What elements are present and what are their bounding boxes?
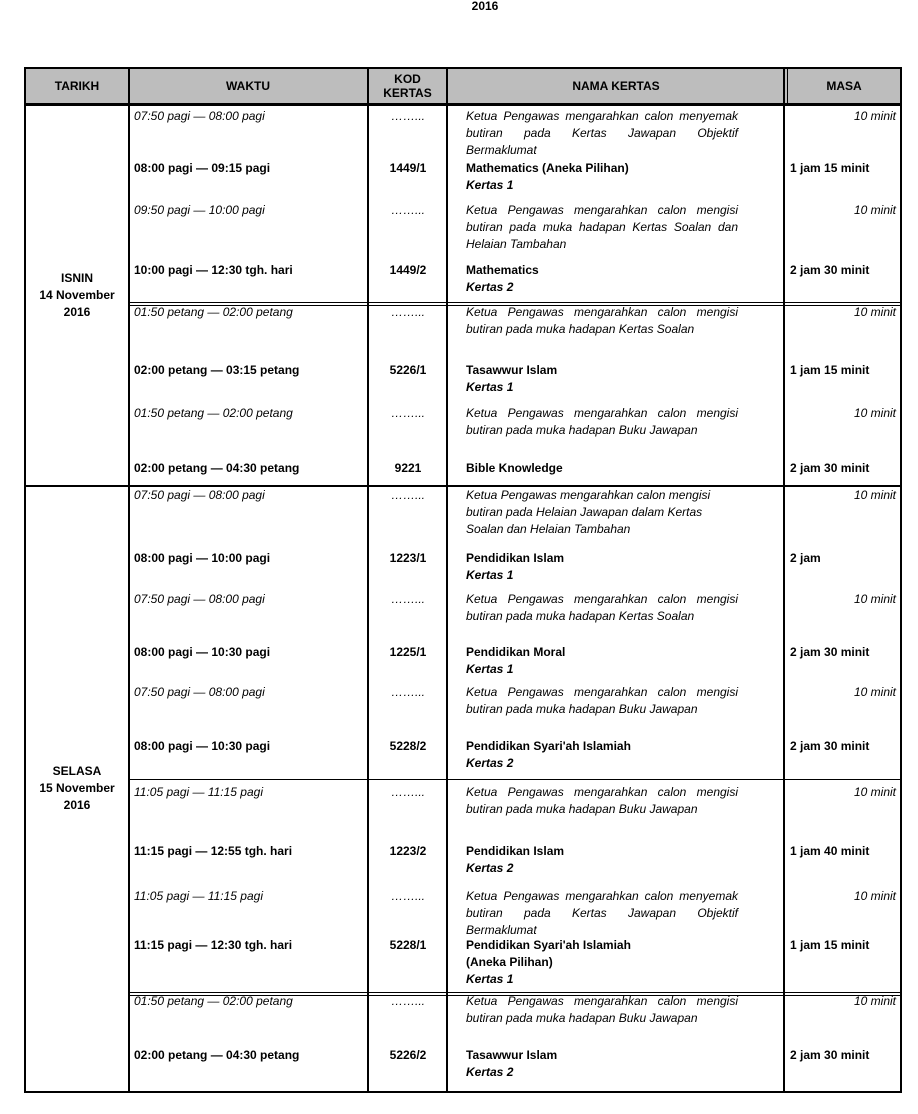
kod-cell: 9221 — [394, 461, 422, 475]
kod-cell: 1223/2 — [389, 844, 427, 858]
nama-cell — [466, 644, 738, 678]
paper-name: Pendidikan Islam — [466, 551, 565, 565]
kod-cell: ……... — [390, 488, 425, 502]
paper-name: Tasawwur Islam — [466, 363, 558, 377]
kod-cell: ……... — [390, 109, 425, 123]
waktu-cell: 08:00 pagi — 10:30 pagi — [134, 739, 271, 753]
exam-timetable — [24, 67, 902, 1093]
paper-number: Kertas 1 — [466, 662, 514, 676]
paper-number: Kertas 2 — [466, 1065, 514, 1079]
paper-name: Pendidikan Islam — [466, 844, 565, 858]
waktu-cell: 01:50 petang — 02:00 petang — [134, 305, 293, 319]
waktu-cell: 11:05 pagi — 11:15 pagi — [134, 785, 263, 799]
kod-cell: ……... — [390, 994, 425, 1008]
masa-cell: 1 jam 15 minit — [790, 938, 870, 952]
nama-cell — [466, 460, 738, 477]
masa-cell: 10 minit — [853, 203, 896, 217]
nama-cell: Ketua Pengawas mengarahkan calon mengisi butiran pada Helaian Jawapan dalam Kertas Soalan dan Helaian Tambahan — [466, 488, 711, 536]
nama-cell — [466, 262, 738, 296]
kod-cell: ……... — [390, 305, 425, 319]
nama-cell: Ketua Pengawas mengarahkan calon mengisi butiran pada muka hadapan Buku Jawapan — [466, 994, 738, 1025]
col-divider-tarikh — [128, 69, 130, 1091]
header-nama-kertas: NAMA KERTAS — [572, 79, 660, 93]
masa-cell: 10 minit — [853, 685, 896, 699]
nama-cell — [466, 843, 738, 877]
nama-cell — [466, 550, 738, 584]
nama-cell — [466, 160, 738, 194]
masa-cell: 2 jam 30 minit — [790, 461, 870, 475]
kod-cell: ……... — [390, 406, 425, 420]
day-year: 2016 — [63, 798, 91, 812]
header-kod-line1: KOD — [394, 72, 421, 86]
waktu-cell: 08:00 pagi — 10:00 pagi — [134, 551, 271, 565]
kod-cell: 5228/2 — [389, 739, 427, 753]
paper-variant: (Aneka Pilihan) — [466, 955, 553, 969]
waktu-cell: 01:50 petang — 02:00 petang — [134, 994, 293, 1008]
masa-cell: 10 minit — [853, 785, 896, 799]
header-masa: MASA — [826, 79, 862, 93]
session-divider-2 — [130, 779, 900, 780]
paper-name: Mathematics (Aneka Pilihan) — [466, 161, 629, 175]
session-divider-1a — [130, 302, 900, 303]
masa-cell: 10 minit — [853, 889, 896, 903]
nama-cell — [466, 362, 738, 396]
masa-cell: 10 minit — [853, 406, 896, 420]
masa-cell: 10 minit — [853, 305, 896, 319]
paper-number: Kertas 1 — [466, 568, 514, 582]
col-divider-waktu — [367, 69, 369, 1091]
day-date: 15 November — [39, 781, 115, 795]
header-kod-line2: KERTAS — [383, 86, 432, 100]
nama-cell: Ketua Pengawas mengarahkan calon menyemak butiran pada Kertas Jawapan Objektif Bermaklumat — [466, 109, 738, 157]
col-divider-kod — [446, 69, 448, 1091]
kod-cell: 1449/2 — [389, 263, 427, 277]
kod-cell: ……... — [390, 785, 425, 799]
masa-cell: 10 minit — [853, 109, 896, 123]
masa-cell: 1 jam 40 minit — [790, 844, 870, 858]
waktu-cell: 01:50 petang — 02:00 petang — [134, 406, 293, 420]
paper-name: Pendidikan Syari'ah Islamiah — [466, 739, 631, 753]
paper-number: Kertas 1 — [466, 972, 514, 986]
nama-cell: Ketua Pengawas mengarahkan calon mengisi butiran pada muka hadapan Buku Jawapan — [466, 406, 738, 437]
masa-cell: 2 jam — [790, 551, 821, 565]
day-year: 2016 — [63, 305, 91, 319]
kod-cell: 1223/1 — [389, 551, 427, 565]
nama-cell: Ketua Pengawas mengarahkan calon mengisi butiran pada muka hadapan Kertas Soalan — [466, 592, 738, 623]
waktu-cell: 07:50 pagi — 08:00 pagi — [134, 592, 265, 606]
paper-name: Pendidikan Moral — [466, 645, 566, 659]
waktu-cell: 11:05 pagi — 11:15 pagi — [134, 889, 263, 903]
masa-cell: 10 minit — [853, 488, 896, 502]
kod-cell: 1225/1 — [389, 645, 427, 659]
paper-name: Tasawwur Islam — [466, 1048, 558, 1062]
kod-cell: ……... — [390, 889, 425, 903]
page-year: 2016 — [471, 0, 499, 13]
waktu-cell: 08:00 pagi — 10:30 pagi — [134, 645, 271, 659]
waktu-cell: 02:00 petang — 04:30 petang — [134, 1048, 300, 1062]
waktu-cell: 11:15 pagi — 12:55 tgh. hari — [134, 844, 293, 858]
day-name: ISNIN — [60, 271, 93, 285]
nama-cell: Ketua Pengawas mengarahkan calon menyemak butiran pada Kertas Jawapan Objektif Bermaklumat — [466, 889, 738, 937]
waktu-cell: 11:15 pagi — 12:30 tgh. hari — [134, 938, 293, 952]
kod-cell: ……... — [390, 685, 425, 699]
masa-cell: 2 jam 30 minit — [790, 1048, 870, 1062]
masa-cell: 2 jam 30 minit — [790, 263, 870, 277]
header-waktu: WAKTU — [226, 79, 270, 93]
kod-cell: 5228/1 — [389, 938, 427, 952]
waktu-cell: 07:50 pagi — 08:00 pagi — [134, 685, 265, 699]
paper-name: Bible Knowledge — [466, 461, 563, 475]
kod-cell: ……... — [390, 592, 425, 606]
kod-cell: 5226/1 — [389, 363, 427, 377]
col-divider-nama — [783, 69, 785, 1091]
header-kod-kertas — [369, 69, 446, 103]
paper-name: Pendidikan Syari'ah Islamiah — [466, 938, 631, 952]
paper-number: Kertas 1 — [466, 380, 514, 394]
paper-number: Kertas 2 — [466, 280, 514, 294]
nama-cell — [466, 937, 738, 988]
date-cell-selasa — [26, 763, 128, 814]
waktu-cell: 07:50 pagi — 08:00 pagi — [134, 109, 265, 123]
masa-cell: 2 jam 30 minit — [790, 739, 870, 753]
masa-cell: 1 jam 15 minit — [790, 161, 870, 175]
paper-number: Kertas 2 — [466, 756, 514, 770]
nama-cell: Ketua Pengawas mengarahkan calon mengisi butiran pada muka hadapan Buku Jawapan — [466, 685, 738, 716]
kod-cell: ……... — [390, 203, 425, 217]
nama-cell — [466, 1047, 738, 1081]
waktu-cell: 02:00 petang — 03:15 petang — [134, 363, 300, 377]
nama-cell: Ketua Pengawas mengarahkan calon mengisi butiran pada muka hadapan Buku Jawapan — [466, 785, 738, 816]
paper-number: Kertas 2 — [466, 861, 514, 875]
masa-cell: 2 jam 30 minit — [790, 645, 870, 659]
waktu-cell: 10:00 pagi — 12:30 tgh. hari — [134, 263, 293, 277]
masa-cell: 10 minit — [853, 592, 896, 606]
waktu-cell: 02:00 petang — 04:30 petang — [134, 461, 300, 475]
nama-cell: Ketua Pengawas mengarahkan calon mengisi butiran pada muka hadapan Kertas Soalan dan Helaian Tambahan — [466, 203, 738, 251]
kod-cell: 1449/1 — [389, 161, 427, 175]
nama-cell — [466, 738, 738, 772]
table-header — [26, 69, 900, 106]
day-name: SELASA — [52, 764, 102, 778]
waktu-cell: 09:50 pagi — 10:00 pagi — [134, 203, 265, 217]
masa-cell: 10 minit — [853, 994, 896, 1008]
date-cell-isnin — [26, 270, 128, 321]
paper-name: Mathematics — [466, 263, 539, 277]
header-tarikh: TARIKH — [54, 79, 100, 93]
masa-cell: 1 jam 15 minit — [790, 363, 870, 377]
kod-cell: 5226/2 — [389, 1048, 427, 1062]
day-date: 14 November — [39, 288, 115, 302]
nama-cell: Ketua Pengawas mengarahkan calon mengisi butiran pada muka hadapan Kertas Soalan — [466, 305, 738, 336]
waktu-cell: 07:50 pagi — 08:00 pagi — [134, 488, 265, 502]
col-divider-masa-double — [787, 69, 788, 106]
waktu-cell: 08:00 pagi — 09:15 pagi — [134, 161, 271, 175]
paper-number: Kertas 1 — [466, 178, 514, 192]
